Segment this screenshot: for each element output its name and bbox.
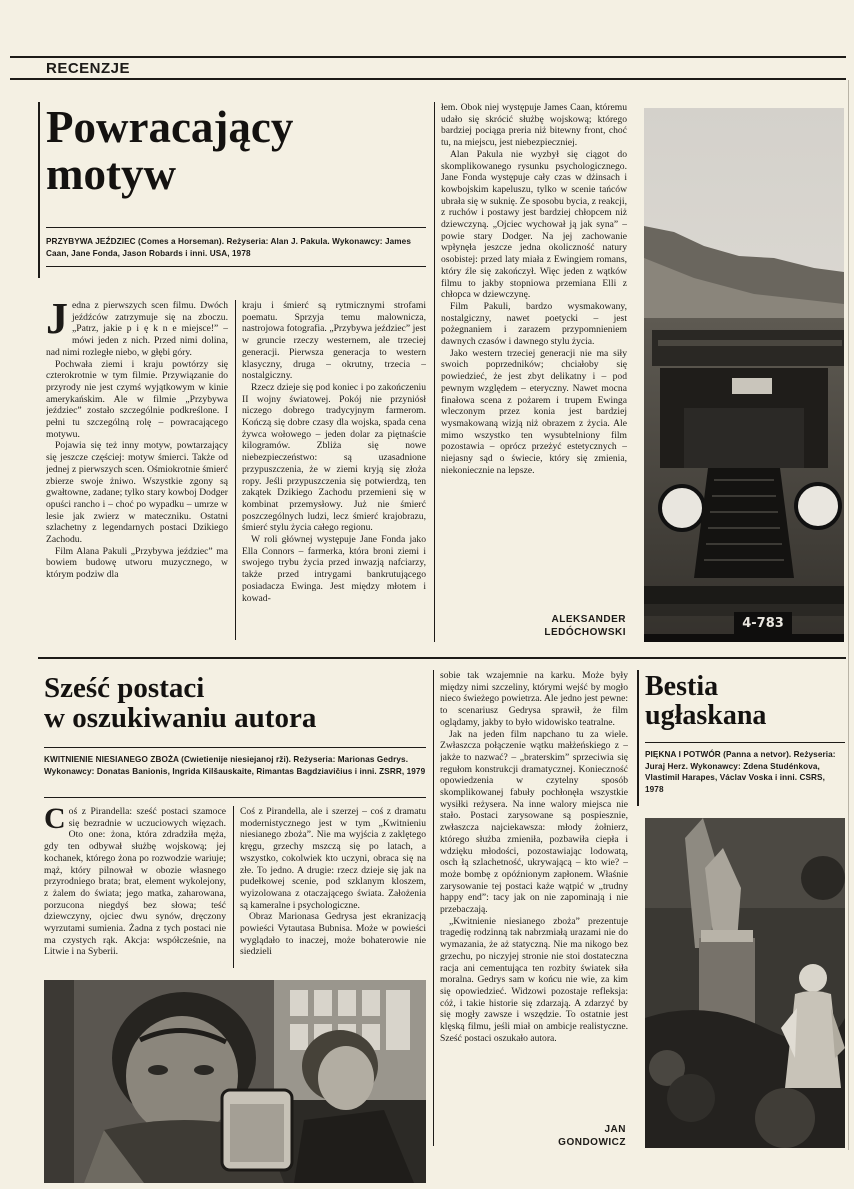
article2-col2-para: Coś z Pirandella, ale i szerzej – coś z dramatu modernistycznego jest w tym „Kwitnieniu niesianego zboża”. Nie ma wyjścia z zaklętego kręgu, grzechy mszczą się po latach, a wszystko, cokolwiek kto uczyni, obraca się na złe. To jedno. A drugie: rzecz dzieje się jak na pudełkowej scenie, pod szklanym kloszem, wyizolowana z otaczającego świata. Założenia są kameralne i psychologiczne.: [240, 806, 426, 911]
article3-credits: PIĘKNA I POTWÓR (Panna a netvor). Reżyseria: Juraj Herz. Wykonawcy: Zdena Studénkova, Vlastimil Harapes, Václav Voska i inni. CSRS, 1978: [645, 750, 836, 794]
article2-author: [480, 1124, 626, 1149]
article2-column-divider-2: [433, 670, 434, 1146]
article2-column-2: [240, 806, 426, 970]
article2-credits: KWITNIENIE NIESIANEGO ZBOŻA (Cwietienije niesiejanoj rži). Reżyseria: Marionas Gedrys. Wykonawcy: Donatas Banionis, Ingrida Kilšauskaite, Rimantas Bagdziavičius i inni. ZSRR, 1979: [44, 755, 426, 776]
article3-title: [645, 672, 766, 731]
forest-woman-film-still-image: [645, 818, 845, 1148]
header-top-rule: [10, 56, 846, 58]
article2-col3-para: Jak na jeden film napchano tu za wiele. Zwłaszcza połączenie wątku małżeńskiego z – jakże to nazwać? – „braterskim” sprzeciwia się regułom konstrukcji dramatycznej. Konieczność opowiedzenia w czytelny sposób skomplikowanej fabuły pochłonęła wszystkie wysiłki reżysera. Na inne walory miejsca nie stało. Postaci zarysowane są pospiesznie, zwłaszcza najciekawsza: młody żołnierz, którego służba zmieniła, pozbawiła ciepła i wdzięku młodości, pozostawiając lodowatą, osch łą szlachetność, ukrywającą – kto wie? – może bombę z opóźnionym zapłonem. Właśnie zarysowanie tej postaci każe wątpić w „trudny happy end”: tacy jak on nie zapominają i nie przebaczają.: [440, 728, 628, 916]
article2-author-first-name: JAN: [604, 1124, 626, 1135]
section-label: RECENZJE: [46, 60, 131, 77]
article1-column-1: [46, 300, 228, 645]
forest-woman-film-still: [645, 818, 845, 1148]
article1-col2-para: W roli głównej występuje Jane Fonda jako Ella Connors – farmerka, która broni ziemi i swojego trybu życia przed inwazją nafciarzy, także przed intrygami bankrutującego posiadacza Ewinga. Jest między młotem i kowad-: [242, 534, 426, 604]
car-film-still-image: [644, 108, 844, 642]
article1-col2-para: Rzecz dzieje się pod koniec i po zakończeniu II wojny światowej. Pokój nie przyniósł niczego dobrego tradycyjnym farmerom. Kończą się dobre czasy dla wojska, spada cena żywca wołowego – jeden dolar za piętnaście kilogramów. Zbliża się nowe niebezpieczeństwo: są uzasadnione przypuszczenia, że w ziemi kryją się złoża ropy. Jeśli przypuszczenia się potwierdzą, ten zakątek Dzikiego Zachodu przemieni się w kombinat przemysłowy. Już nie śmierć poszczególnych ludzi, lecz śmierć krajobrazu, śmierć stylu życia całego regionu.: [242, 381, 426, 534]
article1-credits-bottom-rule: [46, 266, 426, 267]
article1-left-bar: [38, 102, 40, 278]
article1-col3-para: Alan Pakula nie wyzbył się ciągot do skomplikowanego rysunku psychologicznego. Jane Fonda występuje cały czas w dżinsach i kowbojskim kapeluszu, tylko w scenie tańców ubrała się w suknię. Ze sposobu bycia, z reakcji, z ruchów i postawy jest bardziej chłopcem niż dziewczyną. „Ojciec wychował ją jak syna” – powie stary Dodger. Na jej zachowanie wpłynęła jeszcze jedna okoliczność natury osobistej: przed laty miała z Ewingiem romans, który źle się zakończył. Więc jeden z wątków filmu to jakby stopniowa przemiana Elli z chłopca w dziewczynę.: [441, 148, 627, 301]
article1-credits: PRZYBYWA JEŹDZIEC (Comes a Horseman). Reżyseria: Alan J. Pakula. Wykonawcy: James Caan, Jane Fonda, Jason Robards i inni. USA, 1978: [46, 237, 411, 258]
article1-col1-para: Film Alana Pakuli „Przybywa jeździec” ma bowiem budowę utworu muzycznego, w którym podziw dla: [46, 545, 228, 581]
article3-title-line1: Bestia: [645, 671, 719, 702]
article2-title-line2: w oszukiwaniu autora: [44, 702, 317, 735]
article1-col3-para: Film Pakuli, bardzo wysmakowany, nostalgiczny, nawet poetycki – jest pożegnaniem i zarazem przypomnieniem dawnych czasów i dawnego stylu życia.: [441, 300, 627, 348]
article3-title-line2: ugłaskana: [645, 700, 767, 732]
article1-col1-para: edna z pierwszych scen filmu. Dwóch jeźdźców zatrzymuje się na zboczu. „Patrz, jakie p i ę k n e miejsce!” – mówi jeden z nich. Przed nimi dolina, nad nimi rozległe niebo, w głębi góry.: [46, 300, 228, 358]
article2-column-3: [440, 670, 628, 1118]
article2-col3-para: sobie tak wzajemnie na karku. Może były między nimi szczeliny, którymi wejść by mogło nieco świeżego powietrza. Ale jedno jest pewne: to scenariusz Gedrysa sprawił, że film oglądamy, jakby to było widowisko teatralne.: [440, 670, 628, 728]
article2-credits-bottom-rule: [44, 797, 426, 798]
article2-col2-para: Obraz Marionasa Gedrysa jest ekranizacją powieści Vytautasa Bubnisa. Może w powieści wyglądało to inaczej, może bohaterowie nie siedzieli: [240, 911, 426, 958]
article1-column-3: [441, 102, 627, 584]
article2-title: [44, 673, 316, 734]
article1-column-divider-2: [434, 102, 435, 642]
article1-dropcap: J: [46, 300, 68, 343]
article3-left-bar: [637, 670, 639, 806]
article1-col1-para: Pochwała ziemi i kraju powtórzy się czterokrotnie w tym filmie. Przywiązanie do przyrody nie jest czymś wyjątkowym w kinie amerykańskim. Ale w filmie „Przybywa jeździec” zostało szczególnie podkreślone. I pełni tu szczególną rolę – powracającego motywu.: [46, 358, 228, 440]
article1-column-divider-1: [235, 300, 236, 640]
article1-title: [46, 104, 293, 199]
article2-column-1: [44, 806, 226, 970]
article1-column-2: [242, 300, 426, 645]
article2-col3-para: „Kwitnienie niesianego zboża” prezentuje tragedię rodzinną tak nabrzmiałą urazami nie do wymazania, że aż statyczną. Nie ma nikogo bez grzechu, po niczyjej stronie nie stoi dostateczna racja ani cementująca ten rozbity światek siła moralna. Gedrys sam w końcu nie wie, za kim się opowiedzieć. Widzowi pozostaje refleksja: cóż, i takie historie się zdarzają. A zdarzyć by się mogły zawsze i wszędzie. To ostatnie jest klęską filmu, jeśli miał on ambicje realistyczne. Sześć postaci oszukało autora.: [440, 915, 628, 1044]
middle-rule: [38, 657, 846, 659]
article2-column-divider-1: [233, 806, 234, 968]
article1-col3-para: Jako western trzeciej generacji nie ma siły swoich poprzedników; chciałoby się powiedzieć, że jest zbyt delikatny i – pod pewnym względem – eteryczny. Nawet mocna finałowa scena z pożarem i trupem Ewinga wleczonym przez konia jest bardziej wysmakowaną wizją niż obrazem z życia. Ale mimo wszystko ten wysubtelniony film pozostawia – oprócz przeżyć estetycznych – niejasny sąd o świecie, który się zmienia, niekoniecznie na lepsze.: [441, 347, 627, 476]
article1-author-last-name: LEDÓCHOWSKI: [544, 626, 626, 638]
article1-credits-top-rule: [46, 227, 426, 228]
article1-author: [460, 614, 626, 639]
article2-title-line1: Sześć postaci: [44, 672, 205, 704]
article1-author-first-name: ALEKSANDER: [551, 614, 626, 625]
article2-author-last-name: GONDOWICZ: [558, 1136, 626, 1148]
article1-col1-para: Pojawia się też inny motyw, powtarzający się jeszcze częściej: motyw śmierci. Także od jednej z pierwszych scen. Ośmiokrotnie śmierć zbierze swoje żniwo. Wszystkie zgony są gwałtowne, zadane; tylko stary kowboj Dodger opuści rancho i – choć po wypadku – umrze w lesie jak zwierz w mateczniku. Ostatni szlachetny z legendarnych postaci Dzikiego Zachodu.: [46, 440, 228, 546]
article1-col3-para: łem. Obok niej występuje James Caan, któremu udało się skrócić służbę wojskową; którego bardziej pociąga preria niż bitewny front, choć tu, na miejscu, jest niebezpieczniej.: [441, 102, 627, 149]
article1-title-line1: Powracający: [46, 102, 294, 152]
car-film-still: [644, 108, 844, 642]
article2-col1-para: oś z Pirandella: sześć postaci szamoce się bezradnie w uczuciowych więzach. Oto one: żona, która zdradziła męża, gdy ten odbywał służbę wojskową; jej kochanek, którego żona po rozwodzie wariuje; mąż, który pilnował w obozie własnego przyrodniego brata; brat, element wykolejony, z żalem do świata; jego matka, zaharowana, porzucona niegdyś bez słowa; teść dziewczyny, ojciec dwu synów, dręczony wyrzutami sumienia. Żadna z tych postaci nie ma czystych rąk. Akcja: współcześnie, na Litwie i na Syberii.: [44, 806, 226, 958]
article1-title-line2: motyw: [46, 149, 176, 200]
header-bottom-rule: [10, 78, 846, 80]
article2-dropcap: C: [44, 806, 66, 835]
license-plate-text: 4-783: [742, 616, 784, 631]
article3-credits-top-rule: [645, 742, 845, 743]
article2-credits-top-rule: [44, 747, 426, 748]
drinking-man-film-still-image: [44, 980, 426, 1183]
article1-col2-para: kraju i śmierć są rytmicznymi strofami poematu. Sprzyja temu malownicza, nastrojowa fotografia. „Przybywa jeździec” jest w gruncie rzeczy westernem, ale trzeciej generacji. Pierwsza generacja to western klasyczny, druga – okrutny, trzecia – nostalgiczny.: [242, 300, 426, 382]
page-right-edge: [848, 80, 849, 1150]
drinking-man-film-still: [44, 980, 426, 1183]
